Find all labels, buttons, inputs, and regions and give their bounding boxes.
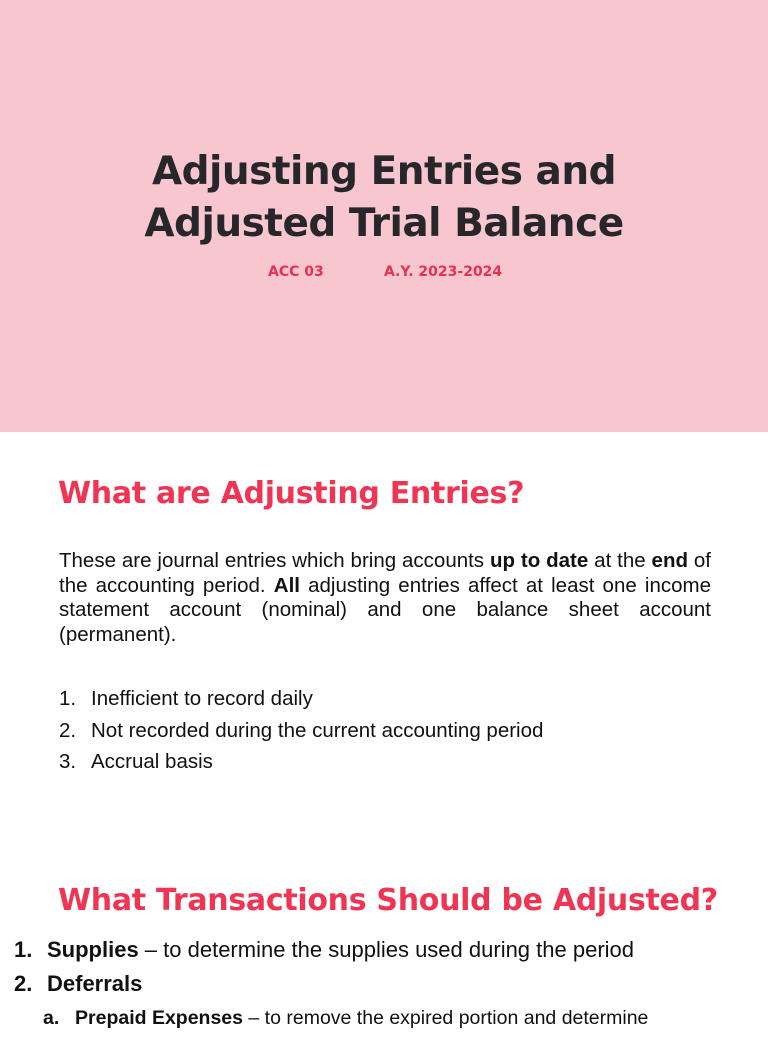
section-heading-adjusting-entries: What are Adjusting Entries? bbox=[58, 476, 525, 511]
list-term: Prepaid Expenses bbox=[75, 1007, 243, 1029]
para-text-4: adjusting entries affect at least one income statement account (nominal) and one balance sheet account (permanent). bbox=[59, 573, 711, 646]
list-item bbox=[59, 686, 543, 718]
list-number: 3. bbox=[59, 750, 77, 773]
para-bold-up-to-date: up to date bbox=[489, 549, 589, 572]
section-heading-transactions: What Transactions Should be Adjusted? bbox=[58, 883, 718, 918]
list-subitem bbox=[14, 1004, 648, 1038]
list-item bbox=[59, 718, 543, 750]
transactions-list bbox=[14, 936, 648, 1038]
cover-banner bbox=[0, 0, 768, 432]
para-bold-all: All bbox=[273, 573, 300, 597]
para-text-2: at the bbox=[588, 549, 652, 572]
para-text-3: of the accounting period. bbox=[59, 549, 711, 597]
list-text: Not recorded during the current accounting period bbox=[91, 718, 544, 742]
list-term: Supplies bbox=[47, 937, 139, 962]
list-number: 2. bbox=[59, 718, 77, 742]
cover-title-line-1: Adjusting Entries and bbox=[151, 149, 617, 194]
course-code: ACC 03 bbox=[268, 264, 324, 280]
list-desc: – to determine the supplies used during the period bbox=[138, 937, 635, 962]
academic-year: A.Y. 2023-2024 bbox=[384, 264, 503, 280]
list-number: 1. bbox=[59, 687, 77, 710]
list-letter: a. bbox=[43, 1007, 60, 1029]
list-item bbox=[14, 936, 648, 970]
list-item bbox=[14, 970, 648, 1004]
list-text: Inefficient to record daily bbox=[91, 687, 313, 710]
cover-title bbox=[0, 146, 768, 250]
list-number: 1. bbox=[14, 937, 33, 962]
definition-paragraph bbox=[59, 549, 711, 647]
reasons-list bbox=[59, 686, 543, 781]
list-text: Accrual basis bbox=[91, 750, 213, 773]
list-number: 2. bbox=[14, 971, 33, 996]
para-text-1: These are journal entries which bring accounts bbox=[59, 549, 490, 572]
list-item bbox=[59, 749, 543, 781]
para-bold-end: end bbox=[651, 549, 688, 572]
list-term: Deferrals bbox=[47, 971, 143, 996]
list-desc: – to remove the expired portion and determine bbox=[243, 1007, 649, 1029]
cover-title-line-2: Adjusted Trial Balance bbox=[144, 201, 624, 246]
